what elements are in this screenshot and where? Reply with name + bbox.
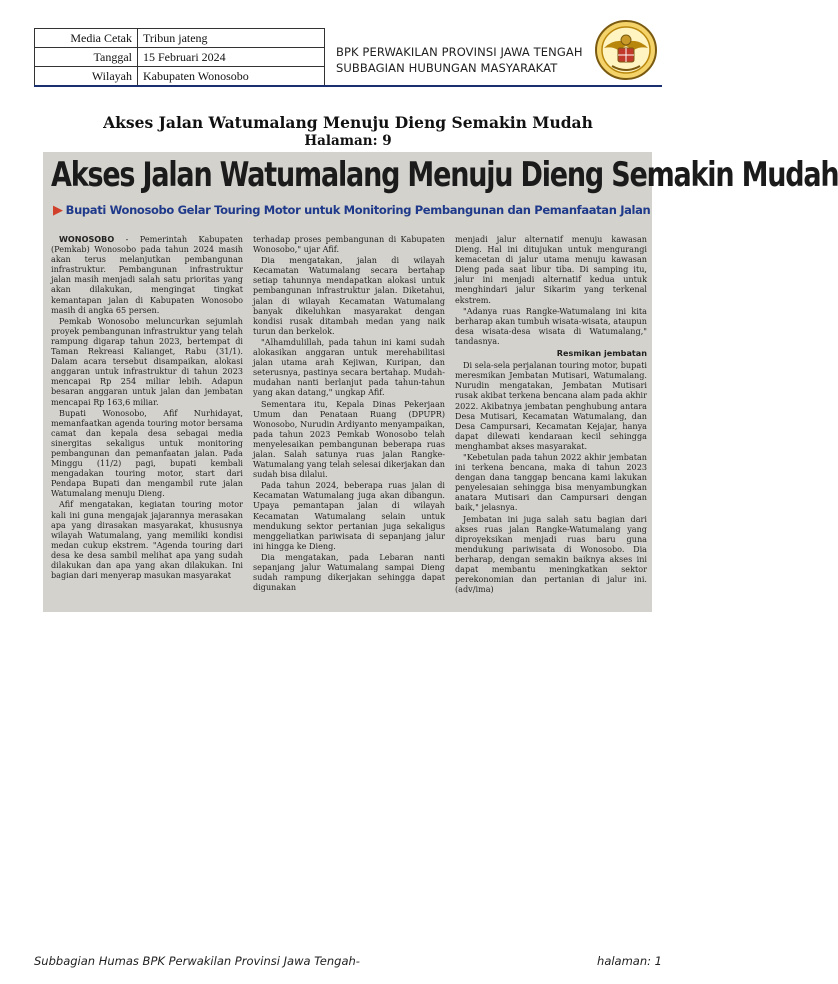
media-value: Tribun jateng [138, 29, 325, 48]
paragraph: Bupati Wonosobo, Afif Nurhidayat, memanfaatkan agenda touring motor bersama camat dan kepala desa sebagai media sinergitas sekaligus untuk monitoring pembangunan dan pemanfaatan jalan. Pada Minggu (11/2) pagi, bupati kembali mengadakan touring motor, start dari Pendapa Bupati dan mengambil rute jalan Watumalang menuju Dieng. [51, 407, 243, 499]
paragraph: menjadi jalur alternatif menuju kawasan Dieng. Hal ini ditujukan untuk mengurangi kemacetan di jalur utama menuju kawasan Dieng pada saat libur tiba. Di samping itu, jalur ini menjadi alternatif kedua untuk menghindari jalur Sikarim yang terkenal ekstrem. [455, 234, 647, 305]
footer-page-number: halaman: 1 [597, 954, 662, 968]
article-column-3 [455, 234, 647, 606]
paragraph: "Kebetulan pada tahun 2022 akhir jembatan ini terkena bencana, maka di tahun 2023 dengan dana tanggap bencana kami lakukan penyelesaian sehingga bisa menyambungkan anatara Mutisari dan Campursari dengan baik," jelasnya. [455, 451, 647, 513]
page-reference: Halaman: 9 [304, 133, 392, 149]
org-name: BPK PERWAKILAN PROVINSI JAWA TENGAH [336, 45, 583, 59]
date-value: 15 Februari 2024 [138, 48, 325, 67]
article-column-2 [253, 234, 445, 606]
paragraph: "Alhamdulillah, pada tahun ini kami sudah alokasikan anggaran untuk merehabilitasi jalan utama arah Kejiwan, Kuripan, dan seterusnya, pastinya secara bertahap. Mudah-mudahan nanti berlanjut pada tahun-tahun yang akan datang," ungkap Afif. [253, 336, 445, 398]
paragraph: Pada tahun 2024, beberapa ruas jalan di Kecamatan Watumalang juga akan dibangun. Upaya pemantapan jalan di wilayah Kecamatan Watumalang selain untuk mendukung sektor pertanian juga sekaligus menggeliatkan pariwisata di sepanjang jalur ini hingga ke Dieng. [253, 480, 445, 551]
dateline: WONOSOBO [59, 234, 115, 244]
region-info-row [35, 67, 325, 86]
paragraph: - Pemerintah Kabupaten (Pemkab) Wonosobo pada tahun 2024 masih akan terus melanjutkan pembangunan infrastruktur. Pembangunan infrastruktur jalan masih menjadi salah satu prioritas yang akan dilakukan, mengingat tingkat kemantapan jalan di Kabupaten Wonosobo masih di angka 65 persen. [51, 234, 243, 315]
media-info-table [34, 28, 325, 86]
organization-header [336, 44, 583, 76]
paragraph: Sementara itu, Kepala Dinas Pekerjaan Umum dan Penataan Ruang (DPUPR) Wonosobo, Nurudin Ardiyanto menyampaikan, pada tahun 2023 Pemkab Wonosobo telah menyelesaikan pembangunan beberapa ruas jalan. Salah satunya ruas jalan Rangke-Watumalang yang telah selesai dikerjakan dan sudah bisa dilalui. [253, 398, 445, 480]
media-info-row [35, 29, 325, 48]
clipping-headline: Akses Jalan Watumalang Menuju Dieng Semakin Mudah [51, 156, 838, 195]
paragraph: "Adanya ruas Rangke-Watumalang ini kita berharap akan tumbuh wisata-wisata, ataupun desa wisata-desa wisata di Watumalang," tandasnya. [455, 305, 647, 346]
paragraph: Di sela-sela perjalanan touring motor, bupati meresmikan Jembatan Mutisari, Watumalang. Nurudin mengatakan, Jembatan Mutisari rusak akibat terkena bencana alam pada akhir 2022. Akibatnya jembatan penghubung antara Desa Mutisari, Kecamatan Watumalang, dan Desa Campursari, Kecamatan Kejajar, hanya dapat dilewati kendaraan kecil sehingga menghambat akses masyarakat. [455, 360, 647, 451]
paragraph: Jembatan ini juga salah satu bagian dari akses ruas jalan Rangke-Watumalang yang diproyeksikan menjadi ruas baru guna mendukung pariwisata di Wonosobo. Dia berharap, dengan semakin baiknya akses ini dapat membantu meningkatkan sektor perekonomian dan pertanian di jalur ini. (adv/ima) [455, 513, 647, 595]
section-heading: Resmikan jembatan [556, 348, 647, 359]
footer-organization: Subbagian Humas BPK Perwakilan Provinsi Jawa Tengah- [34, 954, 360, 968]
header-divider [34, 85, 662, 87]
paragraph: Afif mengatakan, kegiatan touring motor kali ini guna mengajak jajarannya merasakan apa yang dirasakan masyarakat, khususnya wilayah Watumalang, yang memiliki kondisi medan cukup ekstrem. "Agenda touring dari desa ke desa sambil melihat apa yang sudah dilakukan dan apa yang akan dilakukan. Ini bagian dari menyerap masukan masyarakat [51, 499, 243, 581]
date-label: Tanggal [35, 48, 138, 67]
article-columns [51, 234, 647, 606]
date-info-row [35, 48, 325, 67]
clipping-subheadline [53, 203, 651, 218]
paragraph: terhadap proses pembangunan di Kabupaten Wonosobo," ujar Afif. [253, 234, 445, 255]
article-column-1 [51, 234, 243, 606]
media-label: Media Cetak [35, 29, 138, 48]
paragraph: Dia mengatakan, pada Lebaran nanti sepanjang jalur Watumalang sampai Dieng sudah rampung dikerjakan sehingga dapat digunakan [253, 551, 445, 593]
org-division: SUBBAGIAN HUBUNGAN MASYARAKAT [336, 61, 558, 75]
paragraph: Dia mengatakan, jalan di wilayah Kecamatan Watumalang secara bertahap setiap tahunnya mendapatkan alokasi untuk pembangunan infrastruktur jalan. Diketahui, jalan di wilayah Kecamatan Watumalang banyak dikeluhkan masyarakat dengan kondisi rusak ditambah medan yang naik turun dan berkelok. [253, 255, 445, 336]
arrow-right-icon: ▶ [53, 203, 63, 218]
bpk-emblem-icon [590, 18, 662, 82]
region-label: Wilayah [35, 67, 138, 86]
clipping-subheadline-text: Bupati Wonosobo Gelar Touring Motor untuk Monitoring Pembangunan dan Pemanfaatan Jalan [65, 203, 651, 217]
region-value: Kabupaten Wonosobo [138, 67, 325, 86]
document-title: Akses Jalan Watumalang Menuju Dieng Semakin Mudah [103, 113, 593, 132]
paragraph: Pemkab Wonosobo meluncurkan sejumlah proyek pembangunan infrastruktur yang telah rampung digarap tahun 2023, bertempat di Taman Rekreasi Kalianget, Rabu (31/1). Dalam acara tersebut disampaikan, alokasi anggaran untuk infrastruktur di tahun 2023 mencapai Rp 254 miliar lebih. Adapun besaran anggaran untuk jalan dan jembatan mencapai Rp 163,6 miliar. [51, 315, 243, 407]
newspaper-clipping [43, 152, 838, 612]
